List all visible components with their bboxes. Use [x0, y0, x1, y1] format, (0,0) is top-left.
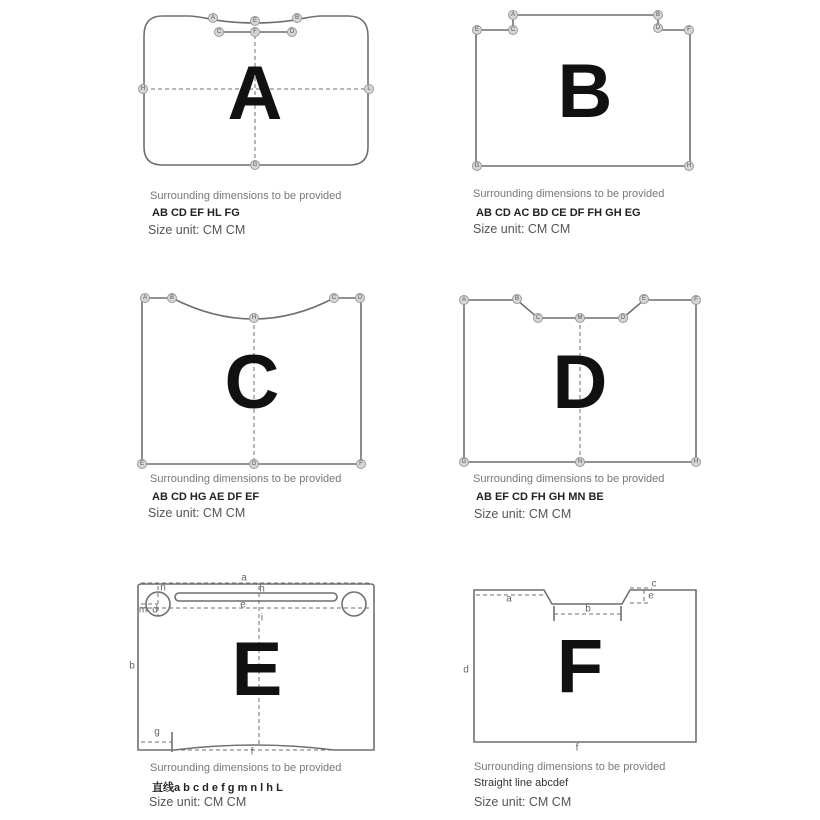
panel-f — [463, 579, 696, 754]
svg-text:N: N — [577, 459, 583, 465]
caption-b-unit: Size unit: CM CM — [473, 222, 571, 236]
point-b-B — [654, 11, 663, 20]
svg-text:C: C — [510, 27, 516, 33]
point-d-C — [534, 314, 543, 323]
dim-e-i: i — [260, 612, 264, 624]
dim-e-d: d — [152, 604, 158, 616]
caption-c-labels: AB CD HG AE DF EF — [152, 491, 260, 503]
dim-f-f: f — [575, 742, 579, 754]
svg-text:D: D — [357, 295, 363, 301]
panel-a — [139, 14, 374, 170]
caption-d-note: Surrounding dimensions to be provided — [473, 473, 665, 485]
svg-text:C: C — [331, 295, 337, 301]
point-a-A — [209, 14, 218, 23]
point-b-G — [473, 162, 482, 171]
point-d-M — [576, 314, 585, 323]
dim-e-e: e — [240, 599, 246, 611]
point-d-G — [460, 458, 469, 467]
point-c-G — [250, 460, 259, 469]
point-b-C — [509, 26, 518, 35]
svg-text:E: E — [139, 461, 145, 467]
dim-e-h: h — [259, 583, 265, 595]
caption-d-unit: Size unit: CM CM — [474, 507, 572, 521]
caption-d-labels: AB EF CD FH GH MN BE — [476, 491, 604, 503]
caption-e-unit: Size unit: CM CM — [149, 795, 247, 809]
shape-e-letter: E — [231, 627, 283, 712]
svg-text:B: B — [294, 15, 300, 21]
panel-d — [460, 295, 701, 467]
point-b-F — [685, 26, 694, 35]
point-d-D — [619, 314, 628, 323]
dim-f-e: e — [648, 590, 654, 602]
svg-text:A: A — [142, 295, 148, 301]
svg-text:G: G — [474, 163, 480, 169]
svg-text:D: D — [620, 315, 626, 321]
svg-text:F: F — [253, 29, 257, 35]
svg-text:M: M — [577, 315, 583, 321]
point-c-H — [250, 314, 259, 323]
panel-c — [138, 294, 366, 469]
shape-a-letter: A — [227, 51, 283, 136]
svg-text:G: G — [251, 461, 257, 467]
svg-text:G: G — [461, 459, 467, 465]
caption-e-note: Surrounding dimensions to be provided — [150, 762, 342, 774]
shape-e-right-hole — [342, 592, 366, 616]
panel-b — [473, 11, 694, 171]
dim-f-b: b — [585, 603, 591, 615]
dim-e-m: m — [138, 604, 148, 616]
point-b-H — [685, 162, 694, 171]
svg-text:H: H — [686, 163, 692, 169]
caption-b-note: Surrounding dimensions to be provided — [473, 188, 665, 200]
dim-f-c: c — [651, 578, 657, 590]
svg-text:D: D — [289, 29, 295, 35]
svg-text:A: A — [510, 12, 516, 18]
caption-c-note: Surrounding dimensions to be provided — [150, 473, 342, 485]
point-a-G — [251, 161, 260, 170]
dim-e-a: a — [241, 572, 247, 584]
svg-text:F: F — [694, 297, 698, 303]
svg-text:B: B — [655, 12, 661, 18]
point-a-E — [251, 17, 260, 26]
point-d-B — [513, 295, 522, 304]
point-d-A — [460, 296, 469, 305]
svg-text:L: L — [367, 86, 371, 92]
point-a-D — [288, 28, 297, 37]
shape-b-letter: B — [557, 49, 613, 134]
svg-text:F: F — [359, 461, 363, 467]
point-c-F — [357, 460, 366, 469]
dim-e-b: b — [129, 660, 135, 672]
svg-text:H: H — [140, 86, 146, 92]
svg-text:E: E — [641, 296, 647, 302]
svg-text:E: E — [252, 18, 258, 24]
caption-a-note: Surrounding dimensions to be provided — [150, 190, 342, 202]
point-c-E — [138, 460, 147, 469]
dim-f-d: d — [463, 664, 469, 676]
caption-a-unit: Size unit: CM CM — [148, 223, 246, 237]
point-a-H — [139, 85, 148, 94]
point-c-B — [168, 294, 177, 303]
svg-text:C: C — [216, 29, 222, 35]
point-a-C — [215, 28, 224, 37]
point-c-D — [356, 294, 365, 303]
caption-f-labels: Straight line abcdef — [474, 777, 569, 789]
point-a-B — [293, 14, 302, 23]
point-a-F — [251, 28, 260, 37]
point-b-E — [473, 26, 482, 35]
shape-f-letter: F — [556, 624, 604, 709]
svg-text:B: B — [169, 295, 175, 301]
svg-text:C: C — [535, 315, 541, 321]
dim-e-n: n — [160, 582, 166, 594]
point-d-F — [692, 296, 701, 305]
caption-b-labels: AB CD AC BD CE DF FH GH EG — [476, 207, 641, 219]
shape-c-letter: C — [224, 340, 280, 425]
shape-d-letter: D — [552, 340, 608, 425]
caption-f-unit: Size unit: CM CM — [474, 795, 572, 809]
svg-text:H: H — [693, 459, 699, 465]
point-d-H — [692, 458, 701, 467]
point-c-C — [330, 294, 339, 303]
caption-e-labels: 直线a b c d e f g m n l h L — [152, 782, 283, 794]
svg-text:D: D — [655, 25, 661, 31]
point-d-N — [576, 458, 585, 467]
point-c-A — [141, 294, 150, 303]
point-b-D — [654, 24, 663, 33]
svg-text:A: A — [210, 15, 216, 21]
dim-e-g: g — [154, 726, 160, 738]
panel-e — [129, 573, 374, 758]
svg-text:H: H — [251, 315, 257, 321]
caption-a-labels: AB CD EF HL FG — [152, 207, 240, 219]
point-b-A — [509, 11, 518, 20]
caption-f-note: Surrounding dimensions to be provided — [474, 761, 666, 773]
dim-e-f: f — [250, 746, 254, 758]
svg-text:A: A — [461, 297, 467, 303]
shape-e-slot — [175, 593, 337, 601]
svg-text:G: G — [252, 162, 258, 168]
point-a-L — [365, 85, 374, 94]
svg-text:E: E — [474, 27, 480, 33]
caption-c-unit: Size unit: CM CM — [148, 506, 246, 520]
dim-f-a: a — [506, 593, 512, 605]
svg-text:B: B — [514, 296, 520, 302]
svg-text:F: F — [687, 27, 691, 33]
point-d-E — [640, 295, 649, 304]
